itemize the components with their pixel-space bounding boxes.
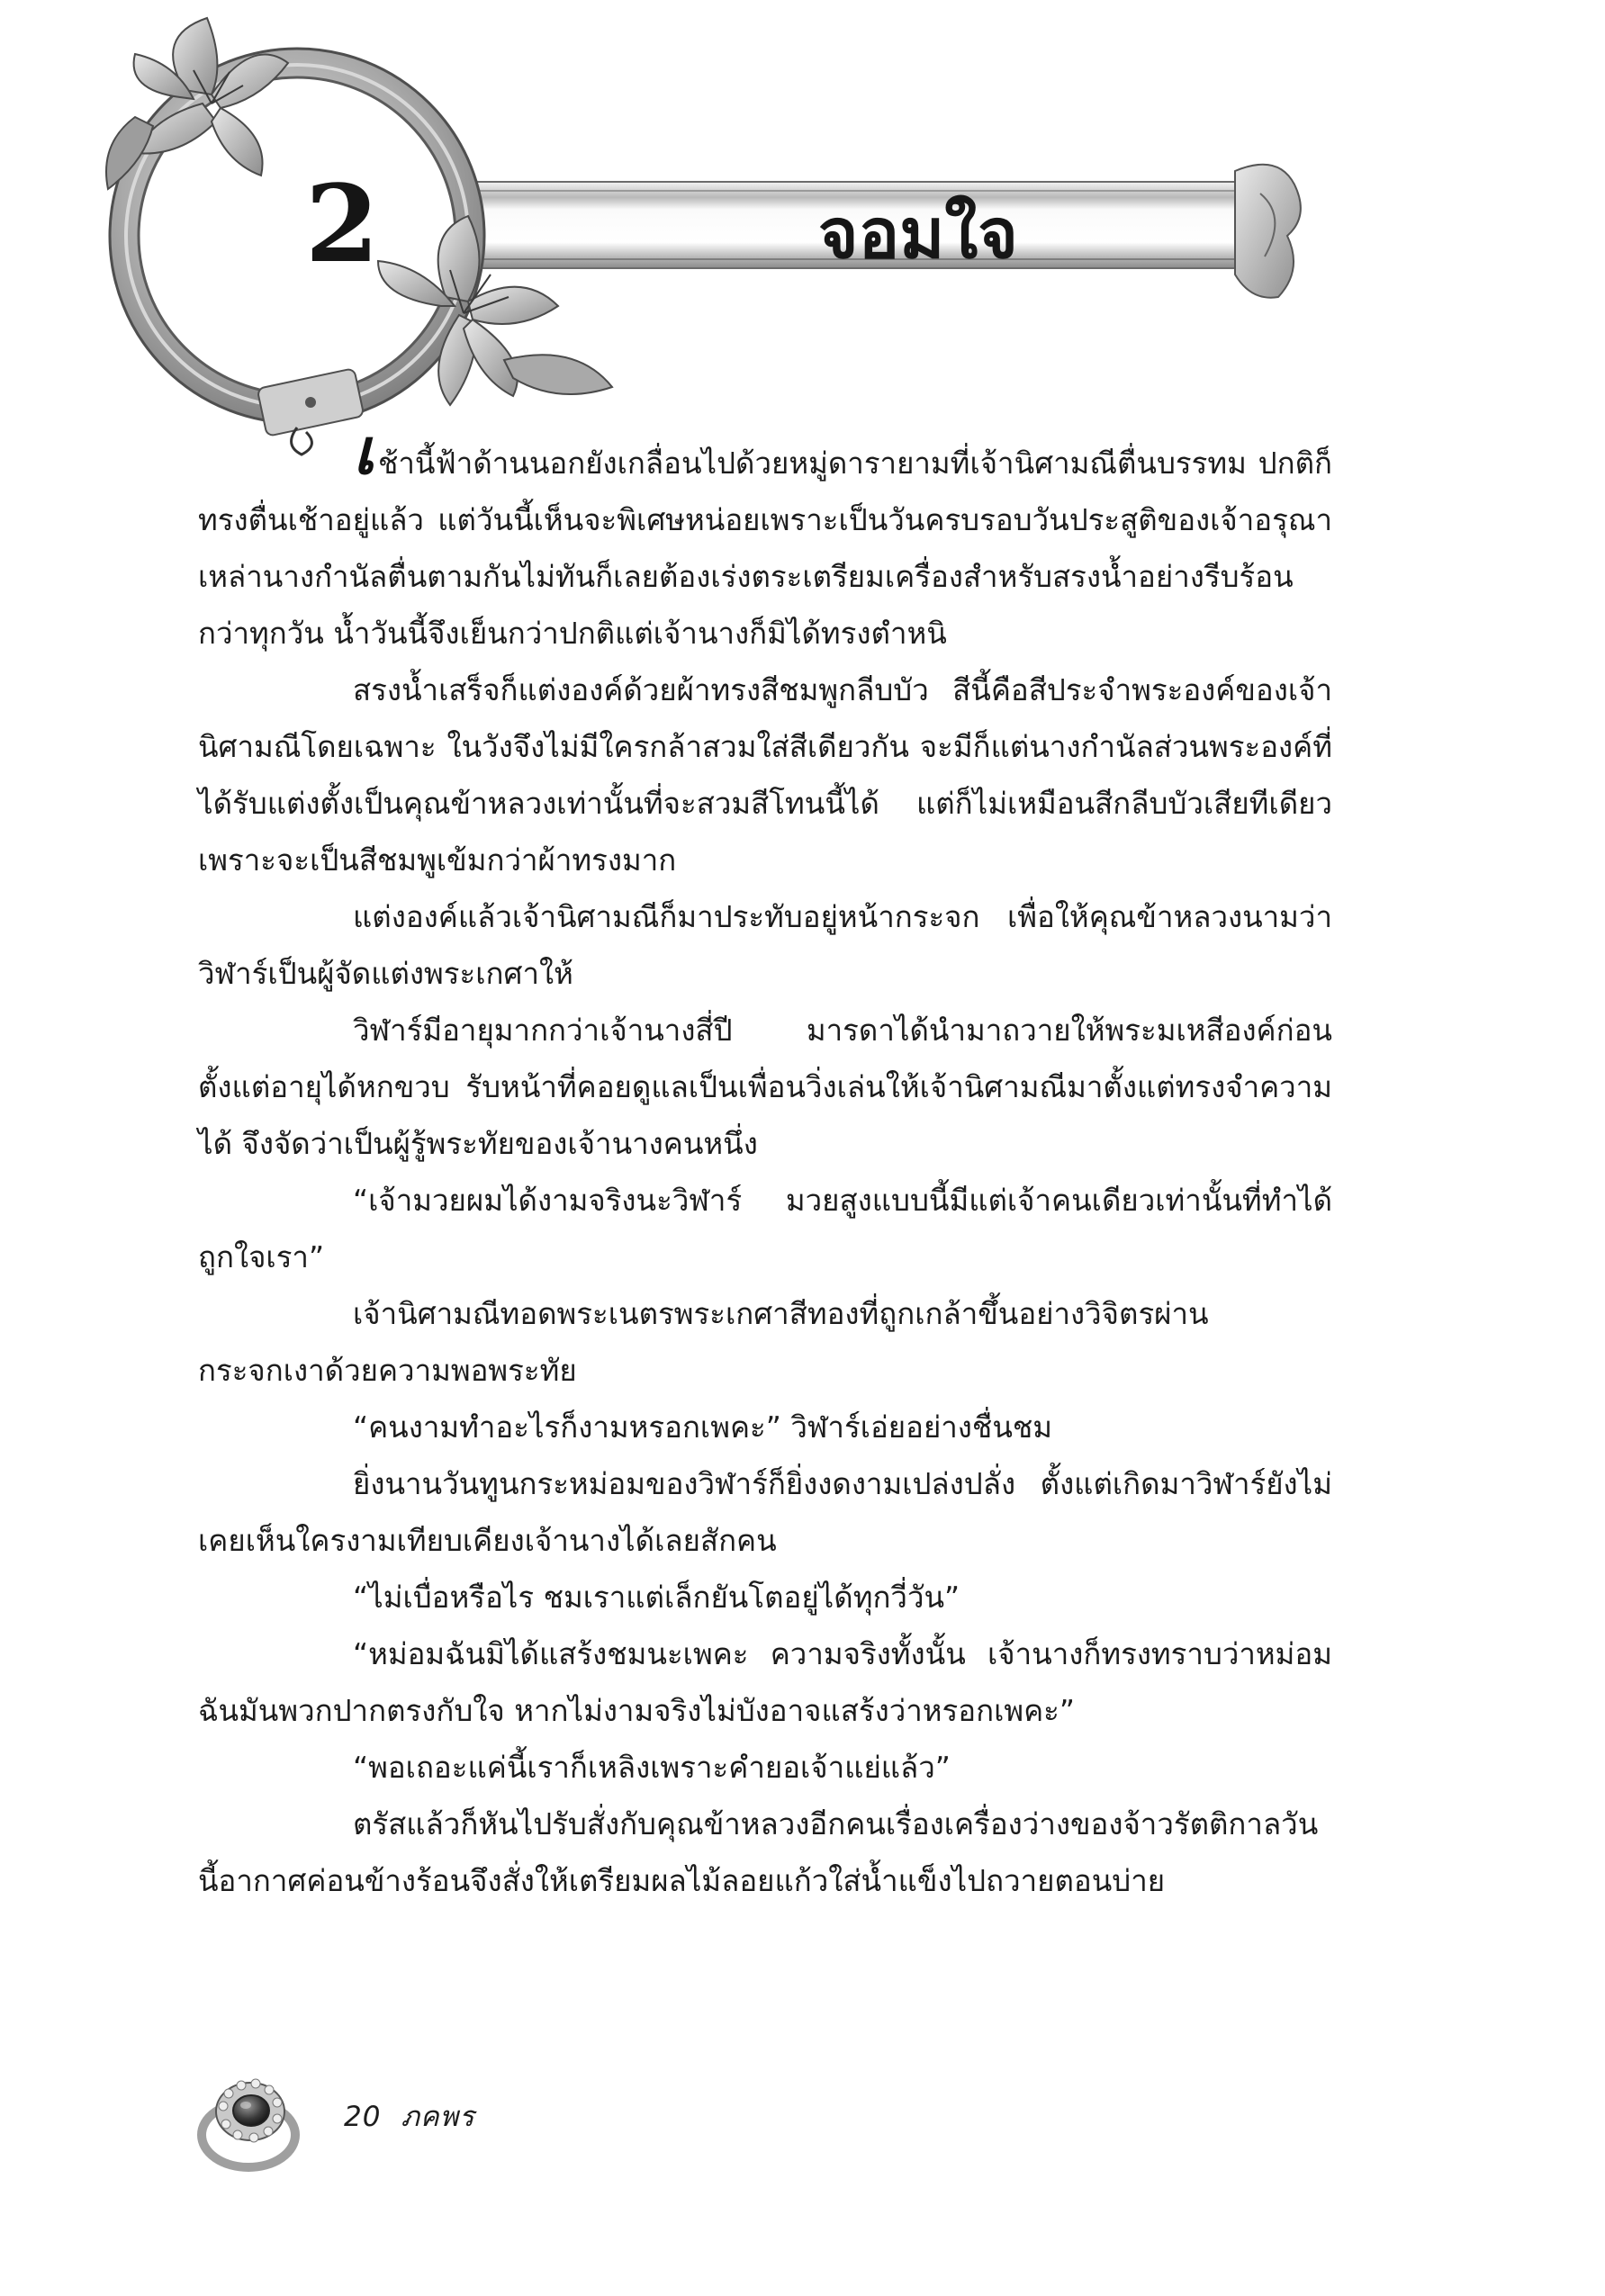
paragraph: วิฬาร์มีอายุมากกว่าเจ้านางสี่ปี มารดาได้นำมาถวายให้พระมเหสีองค์ก่อนตั้งแต่อายุได้หกขวบ รับหน้าที่คอยดูแลเป็นเพื่อนวิ่งเล่นให้เจ้านิศามณีมาตั้งแต่ทรงจำความได้ จึงจัดว่าเป็นผู้รู้พระทัยของเจ้านางคนหนึ่ง: [198, 1013, 1332, 1161]
paragraph: ตรัสแล้วก็หันไปรับสั่งกับคุณข้าหลวงอีกคนเรื่องเครื่องว่างของจ้าวรัตติกาลวันนี้อากาศค่อนข้างร้อนจึงสั่งให้เตรียมผลไม้ลอยแก้วใส่น้ำแข็งไปถวายตอนบ่าย: [198, 1806, 1319, 1898]
drop-cap: เ: [353, 414, 374, 489]
paragraph: “พอเถอะแค่นี้เราก็เหลิงเพราะคำยอเจ้าแย่แล้ว”: [353, 1750, 951, 1785]
paragraph: “หม่อมฉันมิได้แสร้งชมนะเพคะ ความจริงทั้งนั้น เจ้านางก็ทรงทราบว่าหม่อมฉันมันพวกปากตรงกับใจ หากไม่งามจริงไม่บังอาจแสร้งว่าหรอกเพคะ”: [198, 1636, 1332, 1728]
paragraph: “เจ้ามวยผมได้งามจริงนะวิฬาร์ มวยสูงแบบนี้มีแต่เจ้าคนเดียวเท่านั้นที่ทำได้ถูกใจเรา”: [198, 1183, 1332, 1274]
paragraph: “คนงามทำอะไรก็งามหรอกเพคะ” วิฬาร์เอ่ยอย่างชื่นชม: [353, 1409, 1053, 1445]
gemstone-ring-icon: [196, 2070, 304, 2174]
paragraph: สรงน้ำเสร็จก็แต่งองค์ด้วยผ้าทรงสีชมพูกลีบบัว สีนี้คือสีประจำพระองค์ของเจ้านิศามณีโดยเฉพาะ ในวังจึงไม่มีใครกล้าสวมใส่สีเดียวกัน จะมีก็แต่นางกำนัลส่วนพระองค์ที่ได้รับแต่งตั้งเป็นคุณข้าหลวงเท่านั้นที่จะสวมสีโทนนี้ได้ แต่ก็ไม่เหมือนสีกลีบบัวเสียทีเดียวเพราะจะเป็นสีชมพูเข้มกว่าผ้าทรงมาก: [198, 672, 1332, 878]
page-footer: [344, 2093, 475, 2138]
paragraph: ยิ่งนานวันทูนกระหม่อมของวิฬาร์ก็ยิ่งงดงามเปล่งปลั่ง ตั้งแต่เกิดมาวิฬาร์ยังไม่เคยเห็นใครงามเทียบเคียงเจ้านางได้เลยสักคน: [198, 1466, 1332, 1558]
chapter-text: [198, 414, 1332, 1909]
chapter-title: จอมใจ: [818, 194, 1018, 274]
paragraph: “ไม่เบื่อหรือไร ชมเราแต่เล็กยันโตอยู่ได้ทุกวี่วัน”: [353, 1580, 960, 1615]
paragraph: แต่งองค์แล้วเจ้านิศามณีก็มาประทับอยู่หน้ากระจก เพื่อให้คุณข้าหลวงนามว่าวิฬาร์เป็นผู้จัดแต่งพระเกศาให้: [198, 899, 1332, 991]
paragraph: เจ้านิศามณีทอดพระเนตรพระเกศาสีทองที่ถูกเกล้าขึ้นอย่างวิจิตรผ่านกระจกเงาด้วยความพอพระทัย: [198, 1296, 1209, 1388]
book-title: ภคพร: [401, 2101, 475, 2133]
chapter-number: 2: [304, 161, 380, 286]
page-number: 20: [344, 2101, 382, 2133]
paragraph: เช้านี้ฟ้าด้านนอกยังเกลื่อนไปด้วยหมู่ดารายามที่เจ้านิศามณีตื่นบรรทม ปกติก็ทรงตื่นเช้าอยู่แล้ว แต่วันนี้เห็นจะพิเศษหน่อยเพราะเป็นวันครบรอบวันประสูติของเจ้าอรุณา เหล่านางกำนัลตื่นตามกันไม่ทันก็เลยต้องเร่งตระเตรียมเครื่องสำหรับสรงน้ำอย่างรีบร้อนกว่าทุกวัน น้ำวันนี้จึงเย็นกว่าปกติแต่เจ้านางก็มิได้ทรงตำหนิ: [198, 414, 1332, 651]
